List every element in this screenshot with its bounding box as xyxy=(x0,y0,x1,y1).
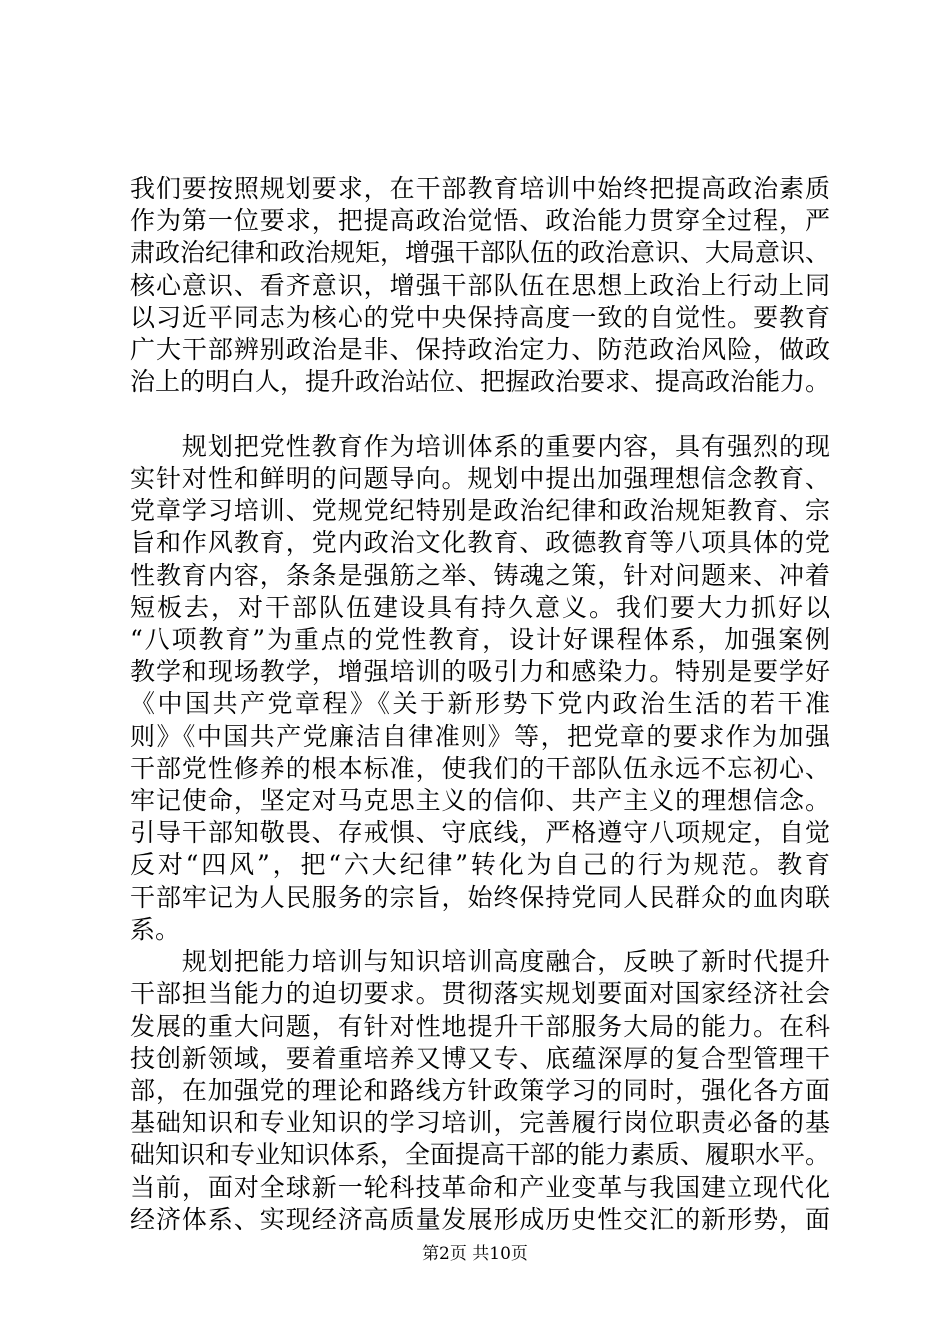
paragraph-2-line: 干部党性修养的根本标准，使我们的干部队伍永远不忘初心、 xyxy=(130,753,830,783)
paragraph-1-line: 肃政治纪律和政治规矩，增强干部队伍的政治意识、大局意识、 xyxy=(130,238,831,268)
paragraph-1-line: 核心意识、看齐意识，增强干部队伍在思想上政治上行动上同 xyxy=(130,270,830,300)
paragraph-3-line: 技创新领域，要着重培养又博又专、底蕴深厚的复合型管理干 xyxy=(130,1043,830,1073)
paragraph-2-line: 反对“四风”，把“六大纪律”转化为自己的行为规范。教育 xyxy=(130,850,830,880)
paragraph-2-line: 短板去，对干部队伍建设具有持久意义。我们要大力抓好以 xyxy=(130,592,830,622)
paragraph-2-line: 牢记使命，坚定对马克思主义的信仰、共产主义的理想信念。 xyxy=(130,786,830,816)
paragraph-3-line: 发展的重大问题，有针对性地提升干部服务大局的能力。在科 xyxy=(130,1011,830,1041)
paragraph-3-line: 经济体系、实现经济高质量发展形成历史性交汇的新形势，面 xyxy=(130,1204,830,1234)
paragraph-1-line: 广大干部辨别政治是非、保持政治定力、防范政治风险，做政 xyxy=(130,335,830,365)
paragraph-2-line: 党章学习培训、党规党纪特别是政治纪律和政治规矩教育、宗 xyxy=(130,496,830,526)
paragraph-2-line: 教学和现场教学，增强培训的吸引力和感染力。特别是要学好 xyxy=(130,657,830,687)
paragraph-1-line: 治上的明白人，提升政治站位、把握政治要求、提高政治能力。 xyxy=(130,367,831,397)
page-number-footer: 第2页 共10页 xyxy=(422,1244,528,1264)
paragraph-2-line: 干部牢记为人民服务的宗旨，始终保持党同人民群众的血肉联 xyxy=(130,882,830,912)
paragraph-3-line: 部，在加强党的理论和路线方针政策学习的同时，强化各方面 xyxy=(130,1075,830,1105)
paragraph-2-line: 系。 xyxy=(130,914,181,944)
paragraph-1-line: 作为第一位要求，把提高政治觉悟、政治能力贯穿全过程，严 xyxy=(130,206,830,236)
paragraph-1-line: 我们要按照规划要求，在干部教育培训中始终把提高政治素质 xyxy=(130,174,830,203)
paragraph-2-line: 实针对性和鲜明的问题导向。规划中提出加强理想信念教育、 xyxy=(130,463,830,493)
paragraph-3-line: 干部担当能力的迫切要求。贯彻落实规划要面对国家经济社会 xyxy=(130,979,830,1009)
paragraph-3-line: 基础知识和专业知识的学习培训，完善履行岗位职责必备的基 xyxy=(130,1108,830,1138)
paragraph-3-line: 当前，面对全球新一轮科技革命和产业变革与我国建立现代化 xyxy=(130,1172,830,1202)
paragraph-2-line: 《中国共产党章程》《关于新形势下党内政治生活的若干准 xyxy=(130,689,830,719)
paragraph-2-line: 引导干部知敬畏、存戒惧、守底线，严格遵守八项规定，自觉 xyxy=(130,818,830,848)
paragraph-2-line: 旨和作风教育，党内政治文化教育、政德教育等八项具体的党 xyxy=(130,528,830,558)
paragraph-3-line: 础知识和专业知识体系，全面提高干部的能力素质、履职水平。 xyxy=(130,1140,831,1170)
paragraph-3-line: 规划把能力培训与知识培训高度融合，反映了新时代提升 xyxy=(130,947,830,977)
paragraph-2-line: 规划把党性教育作为培训体系的重要内容，具有强烈的现 xyxy=(130,431,830,461)
paragraph-2-line: 性教育内容，条条是强筋之举、铸魂之策，针对问题来、冲着 xyxy=(130,560,830,590)
paragraph-1-line: 以习近平同志为核心的党中央保持高度一致的自觉性。要教育 xyxy=(130,302,830,332)
paragraph-2-line: “八项教育”为重点的党性教育，设计好课程体系，加强案例 xyxy=(130,624,830,654)
paragraph-2-line: 则》《中国共产党廉洁自律准则》等，把党章的要求作为加强 xyxy=(130,721,830,751)
